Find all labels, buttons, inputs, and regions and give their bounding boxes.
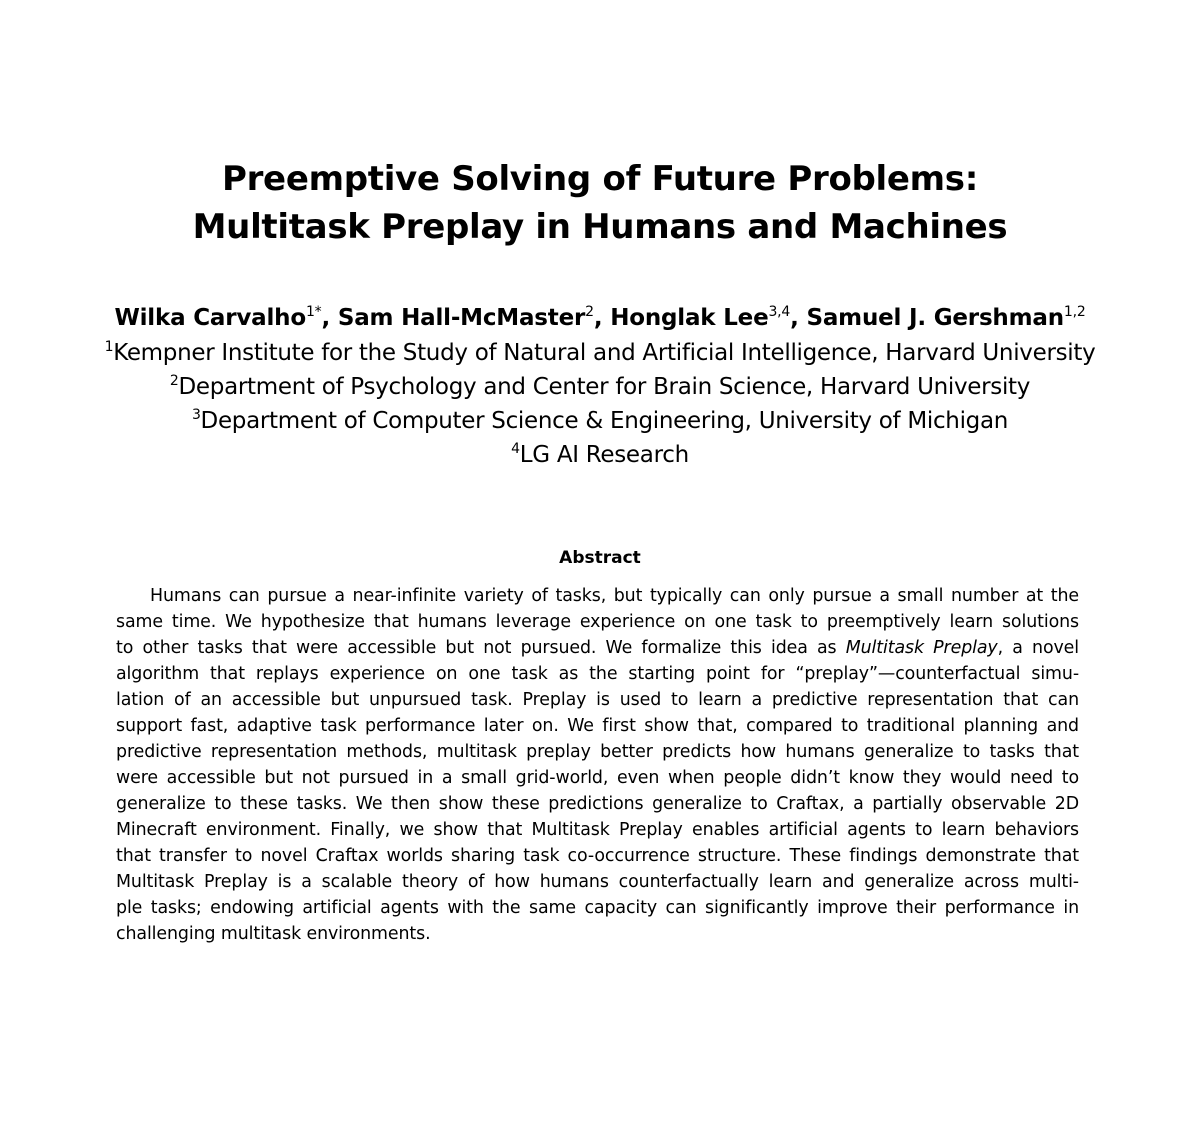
- author-name: Sam Hall-McMaster: [337, 305, 586, 331]
- abstract-line: [116, 635, 1079, 661]
- affiliation-number: 3: [191, 407, 201, 423]
- author-name: Honglak Lee: [610, 305, 769, 331]
- paper-title: [0, 155, 1200, 251]
- abstract-text: , a novel: [997, 638, 1080, 658]
- abstract-heading: Abstract: [559, 548, 641, 568]
- author-name: Samuel J. Gershman: [806, 305, 1064, 331]
- abstract-line: algorithm that replays experience on one task as the starting point for “preplay”—counterfactual simu-: [116, 664, 1079, 684]
- affiliation-number: 1: [104, 339, 114, 355]
- affiliation-line: [0, 404, 1200, 438]
- affiliation-text: Department of Computer Science & Engineering, University of Michigan: [200, 408, 1009, 434]
- title-line-1: Preemptive Solving of Future Problems:: [221, 159, 979, 199]
- affiliation-number: 4: [511, 441, 520, 457]
- abstract-line: predictive representation methods, multitask preplay better predicts how humans generalize to tasks that: [116, 742, 1079, 762]
- abstract-line: that transfer to novel Craftax worlds sharing task co-occurrence structure. These findings demonstrate that: [116, 846, 1079, 866]
- affiliation-line: [0, 438, 1200, 472]
- abstract-line: support fast, adaptive task performance later on. We first show that, compared to traditional planning and: [116, 716, 1079, 736]
- abstract-line: ple tasks; endowing artificial agents with the same capacity can significantly improve their performance in: [116, 898, 1079, 918]
- affiliation-list: [0, 336, 1200, 472]
- abstract-line: Humans can pursue a near-infinite variety of tasks, but typically can only pursue a small number at the: [150, 586, 1079, 606]
- author-affiliation-mark: 1,2: [1063, 304, 1086, 320]
- abstract-line: lation of an accessible but unpursued task. Preplay is used to learn a predictive representation that can: [116, 690, 1079, 710]
- affiliation-text: LG AI Research: [519, 442, 689, 468]
- abstract-line: Multitask Preplay is a scalable theory of how humans counterfactually learn and generalize across multi-: [116, 872, 1079, 892]
- author-list: Wilka Carvalho$^{1*}$, Sam Hall-McMaster$^2$, Honglak Lee$^{3,4}$, Samuel J. Gershman$^{1,2}$: [114, 304, 1086, 331]
- affiliation-line: [0, 336, 1200, 370]
- author-affiliation-mark: 1: [305, 304, 315, 320]
- abstract-line: generalize to these tasks. We then show these predictions generalize to Craftax, a partially observable 2D: [116, 794, 1079, 814]
- author-affiliation-mark: 2: [585, 304, 594, 320]
- author-affiliation-mark: 3,4: [768, 304, 791, 320]
- method-name-emphasis: Multitask Preplay: [845, 638, 998, 658]
- abstract-body: [116, 583, 1079, 947]
- abstract-text: to other tasks that were accessible but not pursued. We formalize this idea as: [116, 638, 846, 658]
- author-name: Wilka Carvalho: [114, 305, 306, 331]
- affiliation-text: Kempner Institute for the Study of Natural and Artificial Intelligence, Harvard University: [113, 340, 1096, 366]
- title-line-2: Multitask Preplay in Humans and Machines: [192, 207, 1008, 247]
- abstract-line: Minecraft environment. Finally, we show that Multitask Preplay enables artificial agents to learn behaviors: [116, 820, 1079, 840]
- affiliation-text: Department of Psychology and Center for Brain Science, Harvard University: [178, 374, 1031, 400]
- abstract-line: same time. We hypothesize that humans leverage experience on one task to preemptively learn solutions: [116, 612, 1079, 632]
- abstract-line: were accessible but not pursued in a small grid-world, even when people didn’t know they would need to: [116, 768, 1079, 788]
- abstract-line: challenging multitask environments.: [116, 924, 431, 944]
- affiliation-number: 2: [169, 373, 179, 389]
- affiliation-line: [0, 370, 1200, 404]
- corresponding-author-mark: *: [314, 304, 322, 320]
